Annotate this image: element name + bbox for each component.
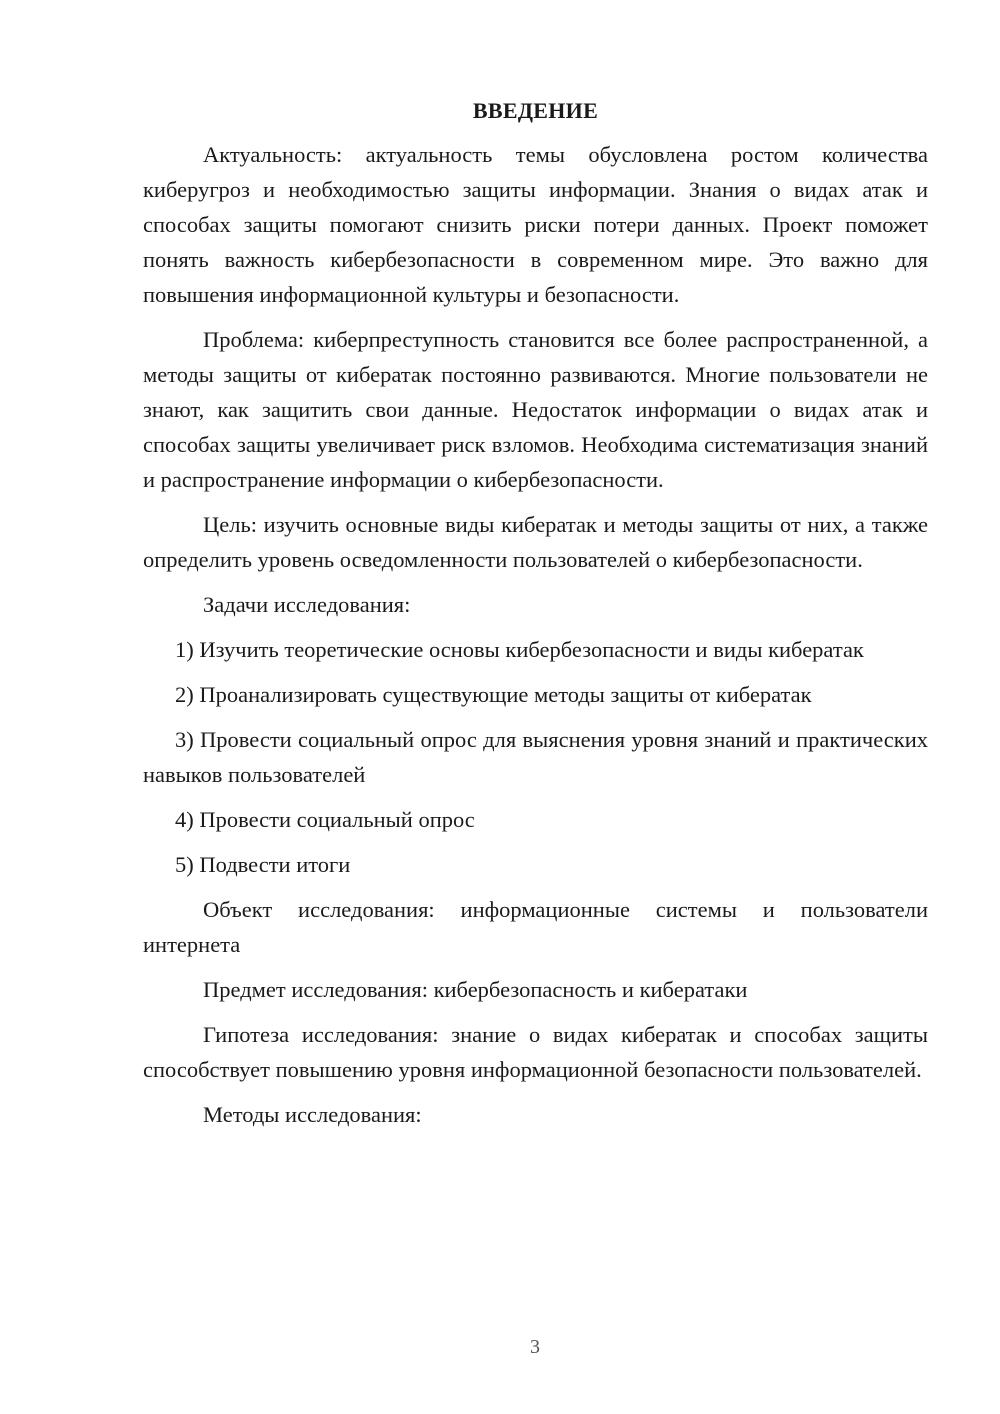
task-item-1: 1) Изучить теоретические основы кибербезопасности и виды кибератак (175, 637, 864, 662)
paragraph-subject: Предмет исследования: кибербезопасность и кибератаки (203, 977, 748, 1002)
page-number: 3 (530, 1336, 540, 1358)
paragraph-problem: Проблема: киберпреступность становится все более распространенной, а методы защиты от кибератак постоянно развиваются. Многие пользователи не знают, как защитить свои данные. Недостаток информации о видах атак и способах защиты увеличивает риск взломов. Необходима систематизация знаний и распространение информации о кибербезопасности. (143, 327, 928, 492)
paragraph-goal: Цель: изучить основные виды кибератак и методы защиты от них, а также определить уровень осведомленности пользователей о кибербезопасности. (143, 512, 928, 572)
methods-heading: Методы исследования: (203, 1102, 422, 1127)
task-item-2: 2) Проанализировать существующие методы защиты от кибератак (175, 682, 812, 707)
document-page (143, 96, 928, 1142)
section-title: ВВЕДЕНИЕ (472, 98, 599, 123)
tasks-heading: Задачи исследования: (203, 592, 411, 617)
paragraph-hypothesis: Гипотеза исследования: знание о видах кибератак и способах защиты способствует повышению уровня информационной безопасности пользователей. (143, 1022, 928, 1082)
task-item-4: 4) Провести социальный опрос (175, 807, 475, 832)
paragraph-object: Объект исследования: информационные системы и пользователи интернета (143, 897, 928, 957)
paragraph-relevance: Актуальность: актуальность темы обусловлена ростом количества киберугроз и необходимостью защиты информации. Знания о видах атак и способах защиты помогают снизить риски потери данных. Проект поможет понять важность кибербезопасности в современном мире. Это важно для повышения информационной культуры и безопасности. (143, 142, 928, 307)
task-item-5: 5) Подвести итоги (175, 852, 351, 877)
task-item-3: 3) Провести социальный опрос для выяснения уровня знаний и практических навыков пользователей (143, 727, 928, 787)
